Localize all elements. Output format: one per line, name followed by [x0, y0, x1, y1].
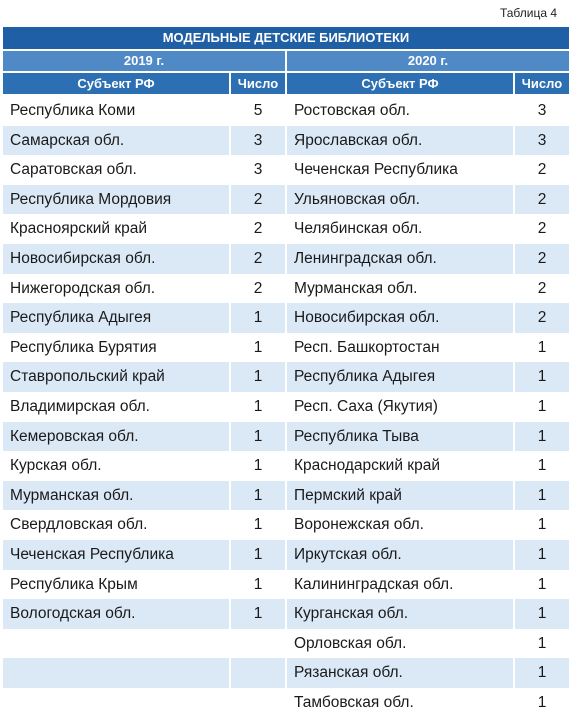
- cell-subject-2020: Ростовская обл.: [294, 102, 410, 119]
- cell-subject-2019: Свердловская обл.: [10, 516, 148, 534]
- cell-subject-2019: Самарская обл.: [3, 126, 229, 156]
- cell-subject-2020: Чеченская Республика: [294, 161, 458, 179]
- cell-subject-2019: Красноярский край: [10, 220, 148, 238]
- cell-subject-2020: Ленинградская обл.: [287, 244, 513, 274]
- cell-count-2019: 1: [231, 540, 285, 570]
- cell-subject-2020: Пермский край: [287, 481, 513, 511]
- cell-count-2020: 1: [537, 634, 547, 652]
- cell-subject-2020: Республика Тыва: [287, 422, 513, 452]
- cell-count-2019: 3: [231, 126, 285, 156]
- cell-subject-2020: Краснодарский край: [294, 457, 440, 475]
- cell-subject-2019: Республика Адыгея: [3, 303, 229, 333]
- column-header-count-2020: Число: [515, 73, 569, 94]
- cell-count-2020: 1: [515, 362, 569, 392]
- cell-count-2020: 1: [537, 338, 547, 356]
- cell-count-2020: 2: [515, 244, 569, 274]
- cell-subject-2019: Чеченская Республика: [3, 540, 229, 570]
- cell-count-2019: 1: [231, 303, 285, 333]
- cell-subject-2019: [3, 629, 229, 659]
- cell-subject-2020: Калининградская обл.: [294, 575, 454, 593]
- cell-count-2019: [231, 658, 285, 688]
- cell-subject-2020: Ульяновская обл.: [287, 185, 513, 215]
- cell-subject-2019: Республика Крым: [10, 575, 138, 593]
- cell-count-2020: 2: [515, 303, 569, 333]
- cell-subject-2019: Кемеровская обл.: [3, 422, 229, 452]
- cell-subject-2019: Курская обл.: [10, 457, 102, 475]
- libraries-table: [3, 27, 563, 717]
- year-header-2020: 2020 г.: [287, 51, 569, 71]
- cell-count-2020: 2: [537, 220, 547, 238]
- cell-subject-2019: Республика Мордовия: [3, 185, 229, 215]
- cell-subject-2019: Мурманская обл.: [3, 481, 229, 511]
- year-header-2019: 2019 г.: [3, 51, 285, 71]
- cell-subject-2019: Республика Коми: [10, 102, 136, 119]
- cell-count-2019: 1: [253, 457, 263, 475]
- cell-subject-2020: Республика Адыгея: [287, 362, 513, 392]
- cell-subject-2019: Саратовская обл.: [10, 161, 137, 179]
- cell-count-2019: 2: [231, 244, 285, 274]
- cell-count-2019: 1: [253, 397, 263, 415]
- cell-subject-2020: Мурманская обл.: [294, 279, 418, 297]
- cell-count-2019: 1: [231, 422, 285, 452]
- cell-count-2020: 1: [537, 397, 547, 415]
- cell-count-2019: 1: [231, 599, 285, 629]
- cell-count-2020: 1: [537, 457, 547, 475]
- cell-count-2020: 1: [515, 481, 569, 511]
- cell-subject-2020: Новосибирская обл.: [287, 303, 513, 333]
- cell-count-2020: 3: [515, 126, 569, 156]
- cell-subject-2020: Челябинская обл.: [294, 220, 423, 238]
- cell-subject-2020: Воронежская обл.: [294, 516, 424, 534]
- cell-count-2019: 1: [253, 338, 263, 356]
- column-header-subject-2020: Субъект РФ: [287, 73, 513, 94]
- cell-count-2020: 1: [515, 422, 569, 452]
- column-header-count-2019: Число: [231, 73, 285, 94]
- cell-count-2019: [231, 629, 285, 659]
- cell-count-2020: 1: [537, 516, 547, 534]
- cell-count-2020: 1: [515, 599, 569, 629]
- cell-subject-2020: Иркутская обл.: [287, 540, 513, 570]
- cell-count-2019: 2: [231, 185, 285, 215]
- cell-count-2019: 2: [253, 220, 263, 238]
- cell-count-2019: 1: [253, 575, 263, 593]
- cell-count-2020: 1: [515, 540, 569, 570]
- cell-count-2019: 2: [253, 279, 263, 297]
- cell-subject-2020: Тамбовская обл.: [294, 693, 414, 711]
- cell-count-2019: 3: [253, 161, 263, 179]
- table-number-label: Таблица 4: [499, 6, 557, 20]
- cell-subject-2019: Нижегородская обл.: [10, 279, 156, 297]
- cell-subject-2020: Курганская обл.: [287, 599, 513, 629]
- cell-subject-2019: Владимирская обл.: [10, 397, 150, 415]
- cell-subject-2019: Республика Бурятия: [10, 338, 157, 356]
- cell-count-2020: 3: [537, 102, 547, 119]
- cell-subject-2019: Вологодская обл.: [3, 599, 229, 629]
- column-header-subject-2019: Субъект РФ: [3, 73, 229, 94]
- cell-count-2019: [231, 688, 285, 718]
- cell-subject-2019: [3, 688, 229, 718]
- cell-count-2020: 1: [537, 575, 547, 593]
- cell-subject-2020: Рязанская обл.: [287, 658, 513, 688]
- cell-count-2019: 1: [231, 481, 285, 511]
- cell-subject-2019: Ставропольский край: [3, 362, 229, 392]
- cell-subject-2019: Новосибирская обл.: [3, 244, 229, 274]
- cell-subject-2020: Ярославская обл.: [287, 126, 513, 156]
- cell-count-2020: 2: [537, 161, 547, 179]
- cell-count-2020: 2: [515, 185, 569, 215]
- cell-count-2019: 1: [231, 362, 285, 392]
- cell-count-2020: 1: [537, 693, 547, 711]
- cell-subject-2020: Орловская обл.: [294, 634, 407, 652]
- cell-subject-2019: [3, 658, 229, 688]
- table-title: МОДЕЛЬНЫЕ ДЕТСКИЕ БИБЛИОТЕКИ: [3, 27, 569, 49]
- cell-count-2019: 1: [253, 516, 263, 534]
- cell-count-2019: 5: [253, 102, 263, 119]
- cell-count-2020: 2: [537, 279, 547, 297]
- cell-subject-2020: Респ. Саха (Якутия): [294, 397, 438, 415]
- cell-subject-2020: Респ. Башкортостан: [294, 338, 440, 356]
- cell-count-2020: 1: [515, 658, 569, 688]
